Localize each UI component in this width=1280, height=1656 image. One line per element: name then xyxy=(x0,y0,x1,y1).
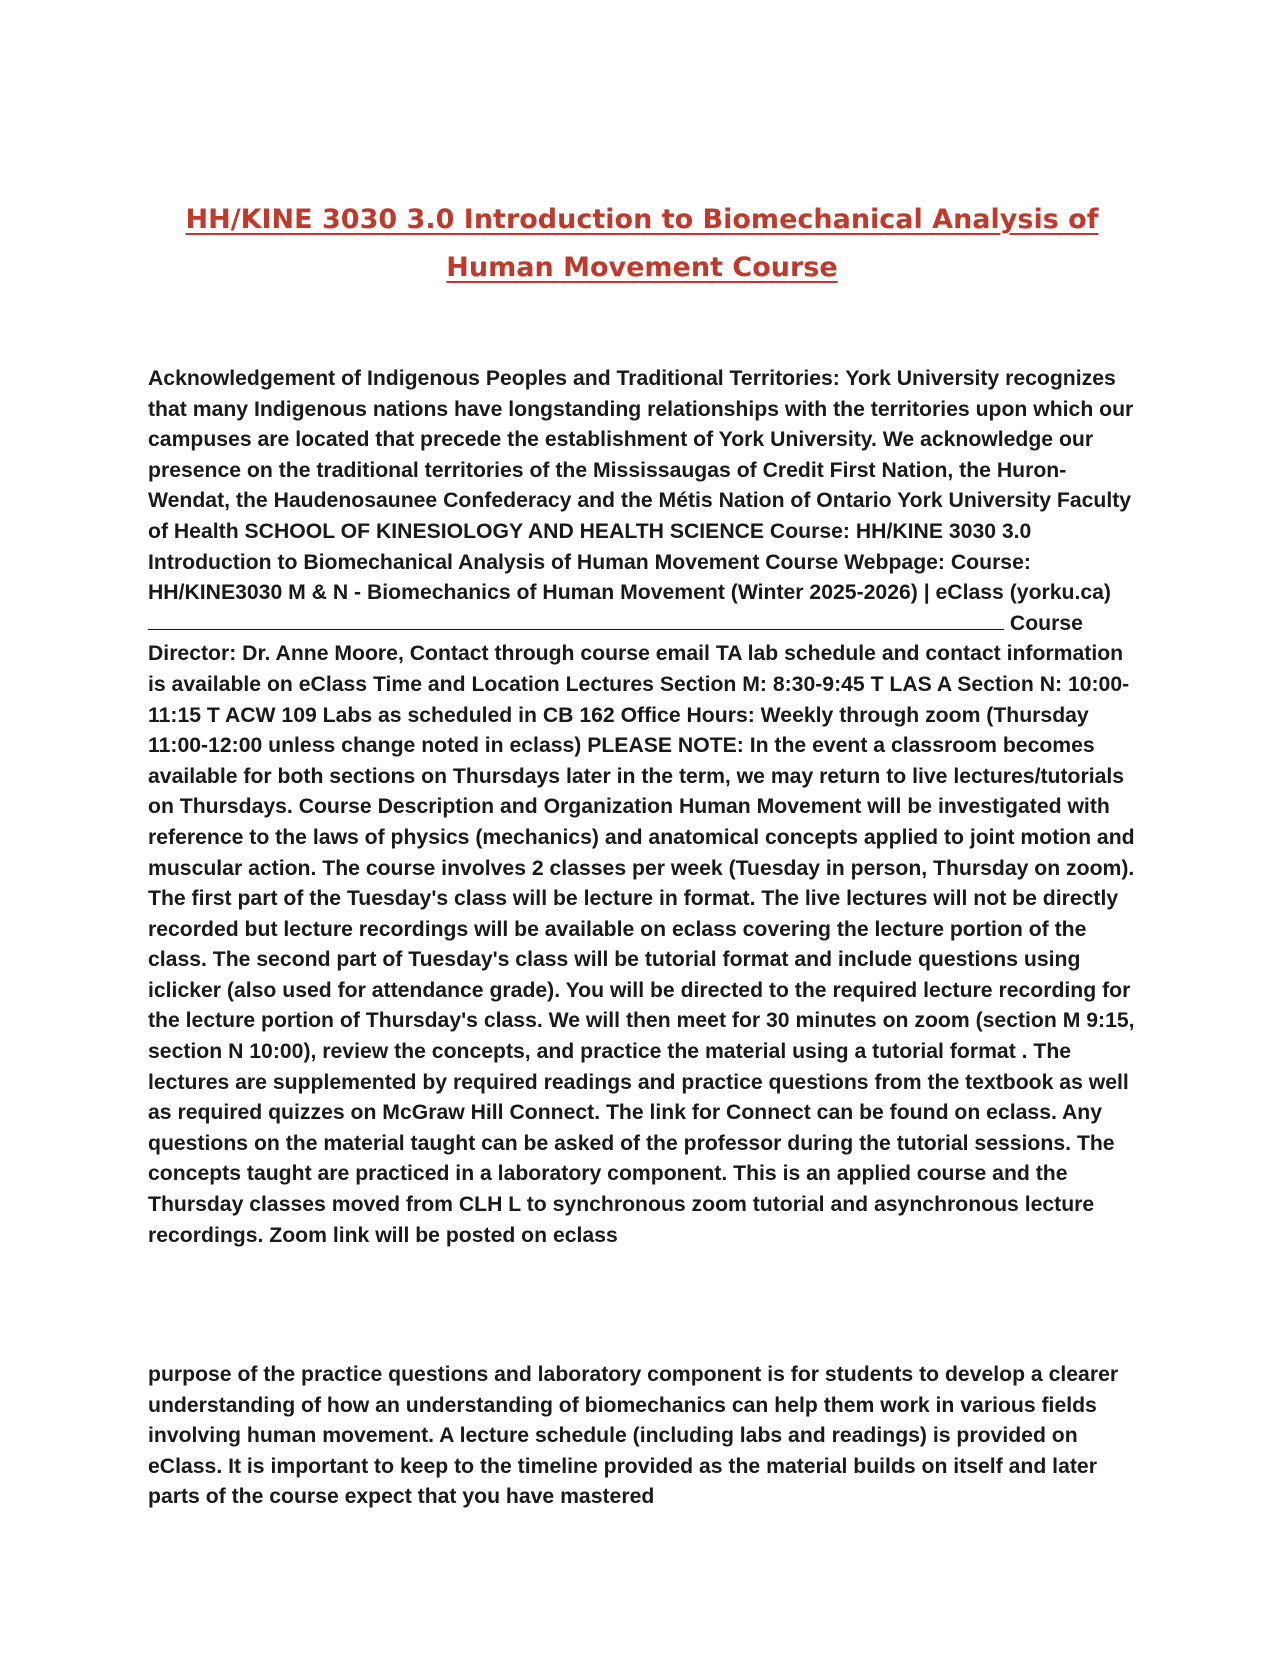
course-details-text: Course Director: Dr. Anne Moore, Contact through course email TA lab schedule and contact information is available on eClass Time and Location Lectures Section M: 8:30-9:45 T LAS A Section N: 10:00-11:15 T ACW 109 Labs as scheduled in CB 162 Office Hours: Weekly through zoom (Thursday 11:00-12:00 unless change noted in eclass) PLEASE NOTE: In the event a classroom becomes available for both sections on Thursdays later in the term, we may return to live lectures/tutorials on Thursdays. Course Description and Organization Human Movement will be investigated with reference to the laws of physics (mechanics) and anatomical concepts applied to joint motion and muscular action. The course involves 2 classes per week (Tuesday in person, Thursday on zoom). The first part of the Tuesday's class will be lecture in format. The live lectures will not be directly recorded but lecture recordings will be available on eclass covering the lecture portion of the class. The second part of Tuesday's class will be tutorial format and include questions using iclicker (also used for attendance grade). You will be directed to the required lecture recording for the lecture portion of Thursday's class. We will then meet for 30 minutes on zoom (section M 9:15, section N 10:00), review the concepts, and practice the material using a tutorial format . The lectures are supplemented by required readings and practice questions from the textbook as well as required quizzes on McGraw Hill Connect. The link for Connect can be found on eclass. Any questions on the material taught can be asked of the professor during the tutorial sessions. The concepts taught are practiced in a laboratory component. This is an applied course and the Thursday classes moved from CLH L to synchronous zoom tutorial and asynchronous lecture recordings. Zoom link will be posted on eclass xyxy=(148,611,1135,1247)
acknowledgement-text: Acknowledgement of Indigenous Peoples and Traditional Territories: York University recognizes that many Indigenous nations have longstanding relationships with the territories upon which our campuses are located that precede the establishment of York University. We acknowledge our presence on the traditional territories of the Mississaugas of Credit First Nation, the Huron-Wendat, the Haudenosaunee Confederacy and the Métis Nation of Ontario York University Faculty of Health SCHOOL OF KINESIOLOGY AND HEALTH SCIENCE Course: HH/KINE 3030 3.0 Introduction to Biomechanical Analysis of Human Movement Course Webpage: Course: HH/KINE3030 M & N - Biomechanics of Human Movement (Winter 2025-2026) | eClass (yorku.ca) xyxy=(148,367,1134,605)
acknowledgement-paragraph xyxy=(148,364,1138,1251)
document-title-line-2: Human Movement Course xyxy=(446,252,838,283)
document-title-line-1: HH/KINE 3030 3.0 Introduction to Biomechanical Analysis of xyxy=(185,204,1099,235)
document-title xyxy=(150,196,1134,292)
purpose-text: purpose of the practice questions and laboratory component is for students to develop a clearer understanding of how an understanding of biomechanics can help them work in various fields involving human movement. A lecture schedule (including labs and readings) is provided on eClass. It is important to keep to the timeline provided as the material builds on itself and later parts of the course expect that you have mastered xyxy=(148,1363,1119,1509)
purpose-paragraph xyxy=(148,1360,1138,1513)
separator-line xyxy=(148,609,1004,630)
